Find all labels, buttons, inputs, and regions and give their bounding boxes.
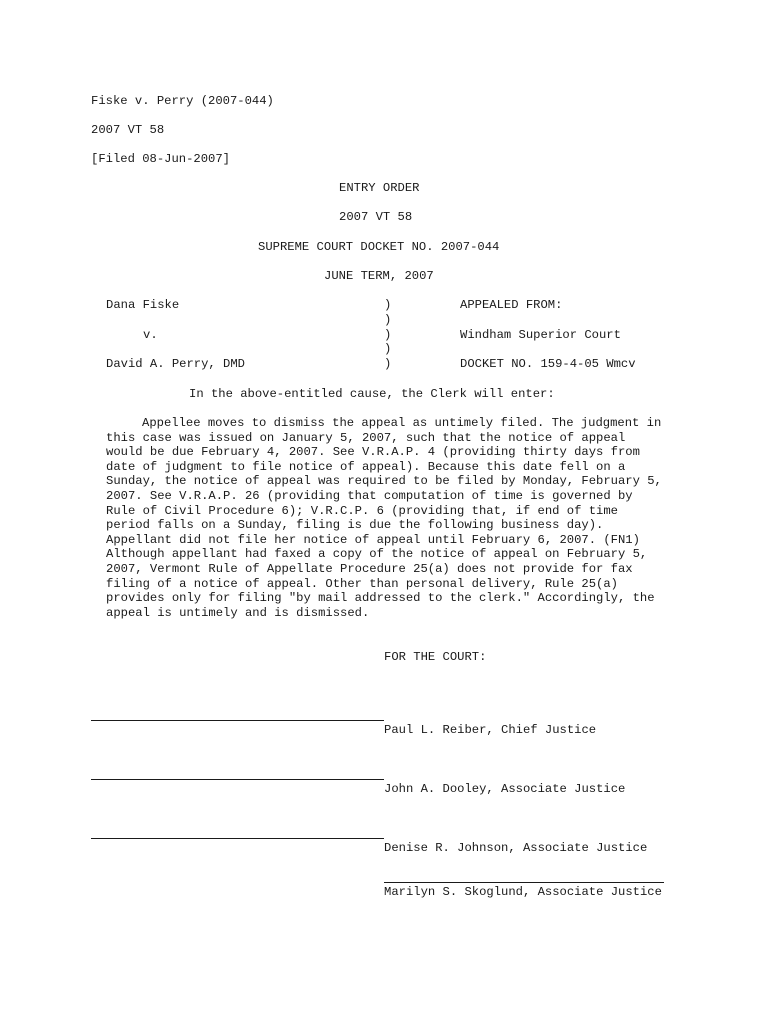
- signature-line: [91, 838, 384, 839]
- lower-court: Windham Superior Court: [460, 328, 621, 342]
- party-appellant: Dana Fiske: [106, 298, 180, 312]
- lower-court-docket: DOCKET NO. 159-4-05 Wmcv: [460, 357, 636, 371]
- caption-bracket: ): [384, 298, 392, 312]
- order-citation: 2007 VT 58: [339, 210, 413, 224]
- supreme-court-docket: SUPREME COURT DOCKET NO. 2007-044: [258, 240, 500, 254]
- for-the-court: FOR THE COURT:: [384, 650, 487, 664]
- party-appellee: David A. Perry, DMD: [106, 357, 245, 371]
- citation: 2007 VT 58: [91, 123, 165, 137]
- entry-order-heading: ENTRY ORDER: [339, 181, 420, 195]
- versus: v.: [143, 328, 158, 342]
- justice-signature: John A. Dooley, Associate Justice: [384, 782, 626, 796]
- signature-line: [384, 882, 664, 883]
- caption-bracket: ): [384, 342, 392, 356]
- caption-bracket: ): [384, 328, 392, 342]
- case-title: Fiske v. Perry (2007-044): [91, 94, 274, 108]
- caption-bracket: ): [384, 313, 392, 327]
- filed-date: [Filed 08-Jun-2007]: [91, 152, 230, 166]
- justice-signature: Denise R. Johnson, Associate Justice: [384, 841, 648, 855]
- term: JUNE TERM, 2007: [324, 269, 434, 283]
- justice-signature: Marilyn S. Skoglund, Associate Justice: [384, 885, 662, 899]
- caption-bracket: ): [384, 357, 392, 371]
- justice-signature: Paul L. Reiber, Chief Justice: [384, 723, 597, 737]
- signature-line: [91, 720, 384, 721]
- signature-line: [91, 779, 384, 780]
- appealed-from-label: APPEALED FROM:: [460, 298, 563, 312]
- intro-text: In the above-entitled cause, the Clerk will enter:: [189, 387, 555, 401]
- order-paragraph: Appellee moves to dismiss the appeal as untimely filed. The judgment in this case was issued on January 5, 2007, such that the notice of appeal would be due February 4, 2007. See V.R.A.P. 4 (providing thirty days from date of judgment to file notice of appeal). Because this date fell on a Sunday, the notice of appeal was required to be filed by Monday, February 5, 2007. See V.R.A.P. 26 (providing that computation of time is governed by Rule of Civil Procedure 6); V.R.C.P. 6 (providing that, if end of time period falls on a Sunday, filing is due the following business day). Appellant did not file her notice of appeal until February 6, 2007. (FN1) Although appellant had faxed a copy of the notice of appeal on February 5, 2007, Vermont Rule of Appellate Procedure 25(a) does not provide for fax filing of a notice of appeal. Other than personal delivery, Rule 25(a) provides only for filing "by mail addressed to the clerk." Accordingly, the appeal is untimely and is dismissed.: [106, 416, 662, 620]
